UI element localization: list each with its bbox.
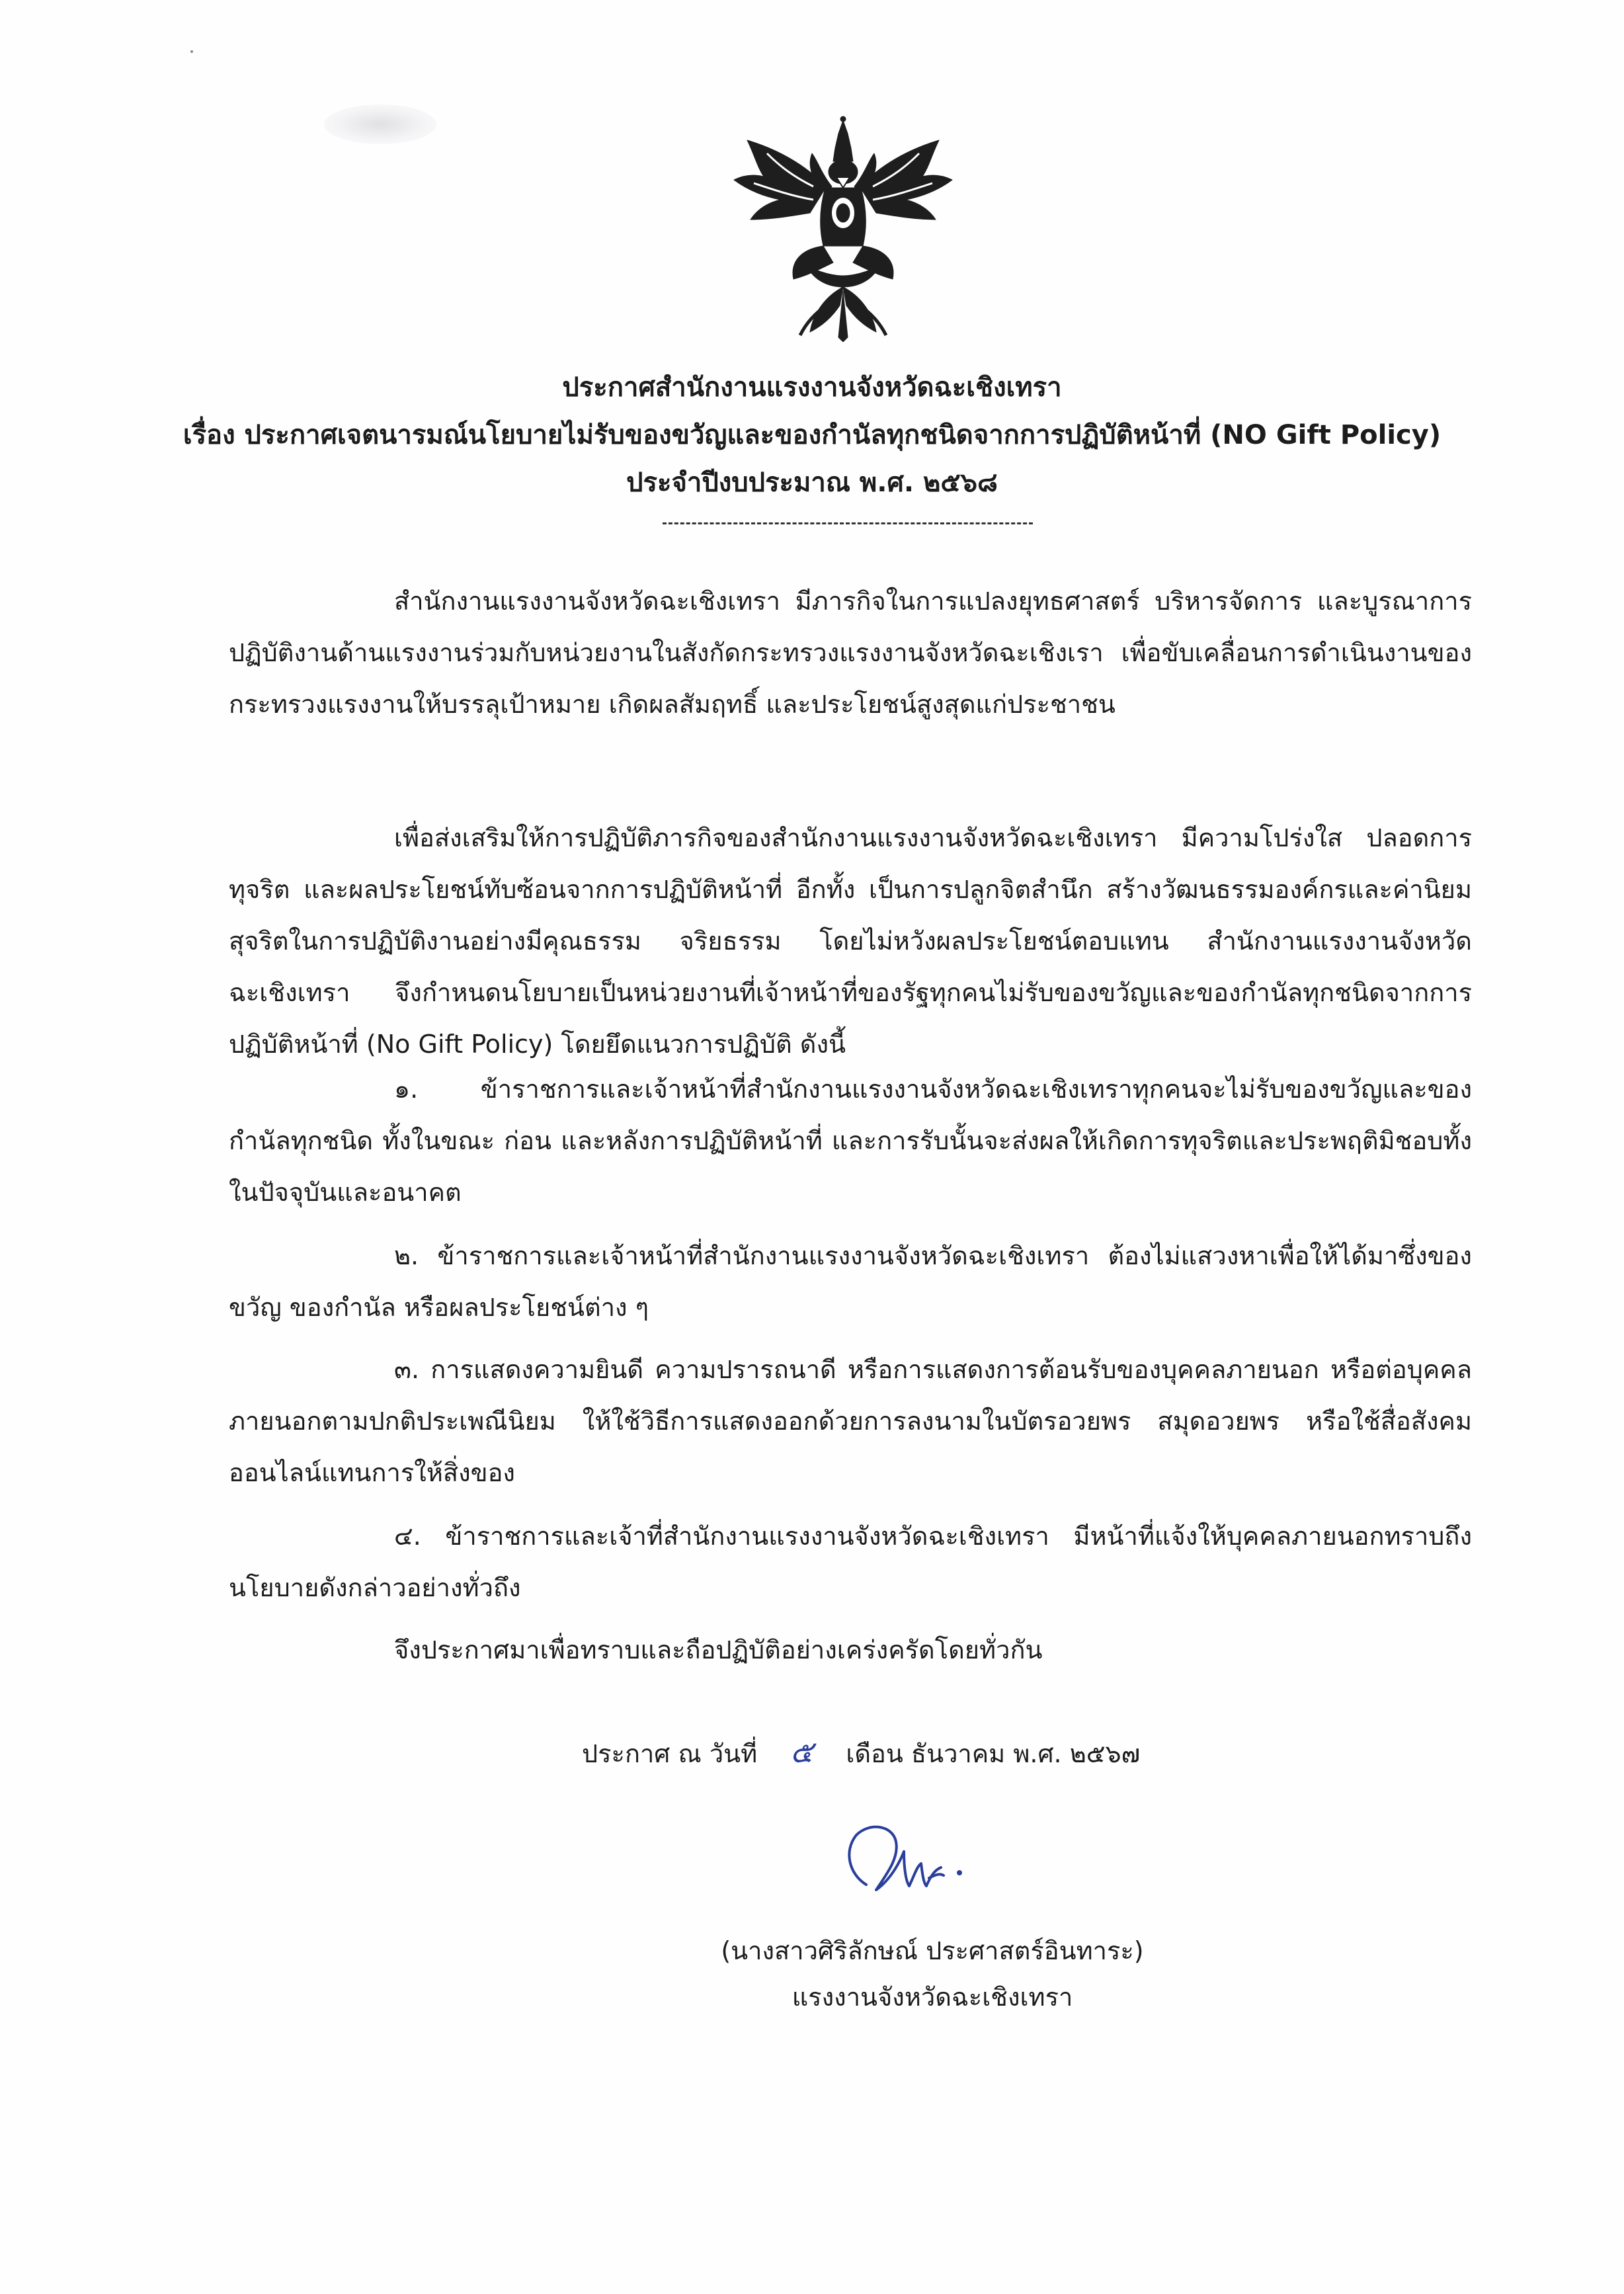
closing-statement: จึงประกาศมาเพื่อทราบและถือปฏิบัติอย่างเคร่งครัดโดยทั่วกัน [394, 1635, 1043, 1664]
signer-name: (นางสาวศิริลักษณ์ ประศาสตร์อินทาระ) [721, 1936, 1144, 1965]
policy-item-2: ๒. ข้าราชการและเจ้าหน้าที่สำนักงานแรงงานจังหวัดฉะเชิงเทรา ต้องไม่แสวงหาเพื่อให้ได้มาซึ่งของขวัญ ของกำนัล หรือผลประโยชน์ต่าง ๆ [229, 1241, 1472, 1322]
policy-item-1: ๑. ข้าราชการและเจ้าหน้าที่สำนักงานแรงงานจังหวัดฉะเชิงเทราทุกคนจะไม่รับของขวัญและของกำนัลทุกชนิด ทั้งในขณะ ก่อน และหลังการปฏิบัติหน้าที่ และการรับนั้นจะส่งผลให้เกิดการทุจริตและประพฤติมิชอบทั้งในปัจจุบันและอนาคต [229, 1075, 1472, 1207]
body-paragraph-1: สำนักงานแรงงานจังหวัดฉะเชิงเทรา มีภารกิจในการแปลงยุทธศาสตร์ บริหารจัดการ และบูรณาการ ปฏิบัติงานด้านแรงงานร่วมกับหน่วยงานในสังกัดกระทรวงแรงงานจังหวัดฉะเชิงเรา เพื่อขับเคลื่อนการดำเนินงานของกระทรวงแรงงานให้บรรลุเป้าหมาย เกิดผลสัมฤทธิ์ และประโยชน์สูงสุดแก่ประชาชน [229, 587, 1472, 719]
announcement-subject: เรื่อง ประกาศเจตนารมณ์นโยบายไม่รับของขวัญและของกำนัลทุกชนิดจากการปฏิบัติหน้าที่ (NO Gift Policy) [183, 420, 1441, 450]
scan-smudge [324, 104, 436, 144]
garuda-emblem-icon [727, 114, 959, 342]
body-paragraph-2: เพื่อส่งเสริมให้การปฏิบัติภารกิจของสำนักงานแรงงานจังหวัดฉะเชิงเทรา มีความโปร่งใส ปลอดการทุจริต และผลประโยชน์ทับซ้อนจากการปฏิบัติหน้าที่ อีกทั้ง เป็นการปลูกจิตสำนึก สร้างวัฒนธรรมองค์กรและค่านิยมสุจริตในการปฏิบัติงานอย่างมีคุณธรรม จริยธรรม โดยไม่หวังผลประโยชน์ตอบแทน สำนักงานแรงงานจังหวัดฉะเชิงเทรา จึงกำหนดนโยบายเป็นหน่วยงานที่เจ้าหน้าที่ของรัฐทุกคนไม่รับของขวัญและของกำนัลทุกชนิดจากการปฏิบัติหน้าที่ (No Gift Policy) โดยยึดแนวการปฏิบัติ ดังนี้ [229, 823, 1472, 1059]
title-divider [663, 522, 1033, 524]
announcement-date [582, 1726, 1140, 1780]
announcement-title: ประกาศสำนักงานแรงงานจังหวัดฉะเชิงเทรา [562, 372, 1062, 403]
fiscal-year-line: ประจำปีงบประมาณ พ.ศ. ๒๕๖๘ [626, 468, 998, 498]
policy-item-4: ๔. ข้าราชการและเจ้าที่สำนักงานแรงงานจังหวัดฉะเชิงเทรา มีหน้าที่แจ้งให้บุคคลภายนอกทราบถึงนโยบายดังกล่าวอย่างทั่วถึง [229, 1522, 1472, 1602]
handwritten-day: ๕ [790, 1734, 813, 1770]
signer-position: แรงงานจังหวัดฉะเชิงเทรา [792, 1983, 1073, 2012]
handwritten-signature [830, 1812, 975, 1911]
policy-item-3: ๓. การแสดงความยินดี ความปรารถนาดี หรือการแสดงการต้อนรับของบุคคลภายนอก หรือต่อบุคคลภายนอกตามปกติประเพณีนิยม ให้ใช้วิธีการแสดงออกด้วยการลงนามในบัตรอวยพร สมุดอวยพร หรือใช้สื่อสังคมออนไลน์แทนการให้สิ่งของ [229, 1355, 1472, 1487]
date-suffix: เดือน ธันวาคม พ.ศ. ๒๕๖๗ [846, 1739, 1141, 1768]
date-prefix: ประกาศ ณ วันที่ [582, 1739, 758, 1768]
scan-speck [190, 50, 193, 53]
